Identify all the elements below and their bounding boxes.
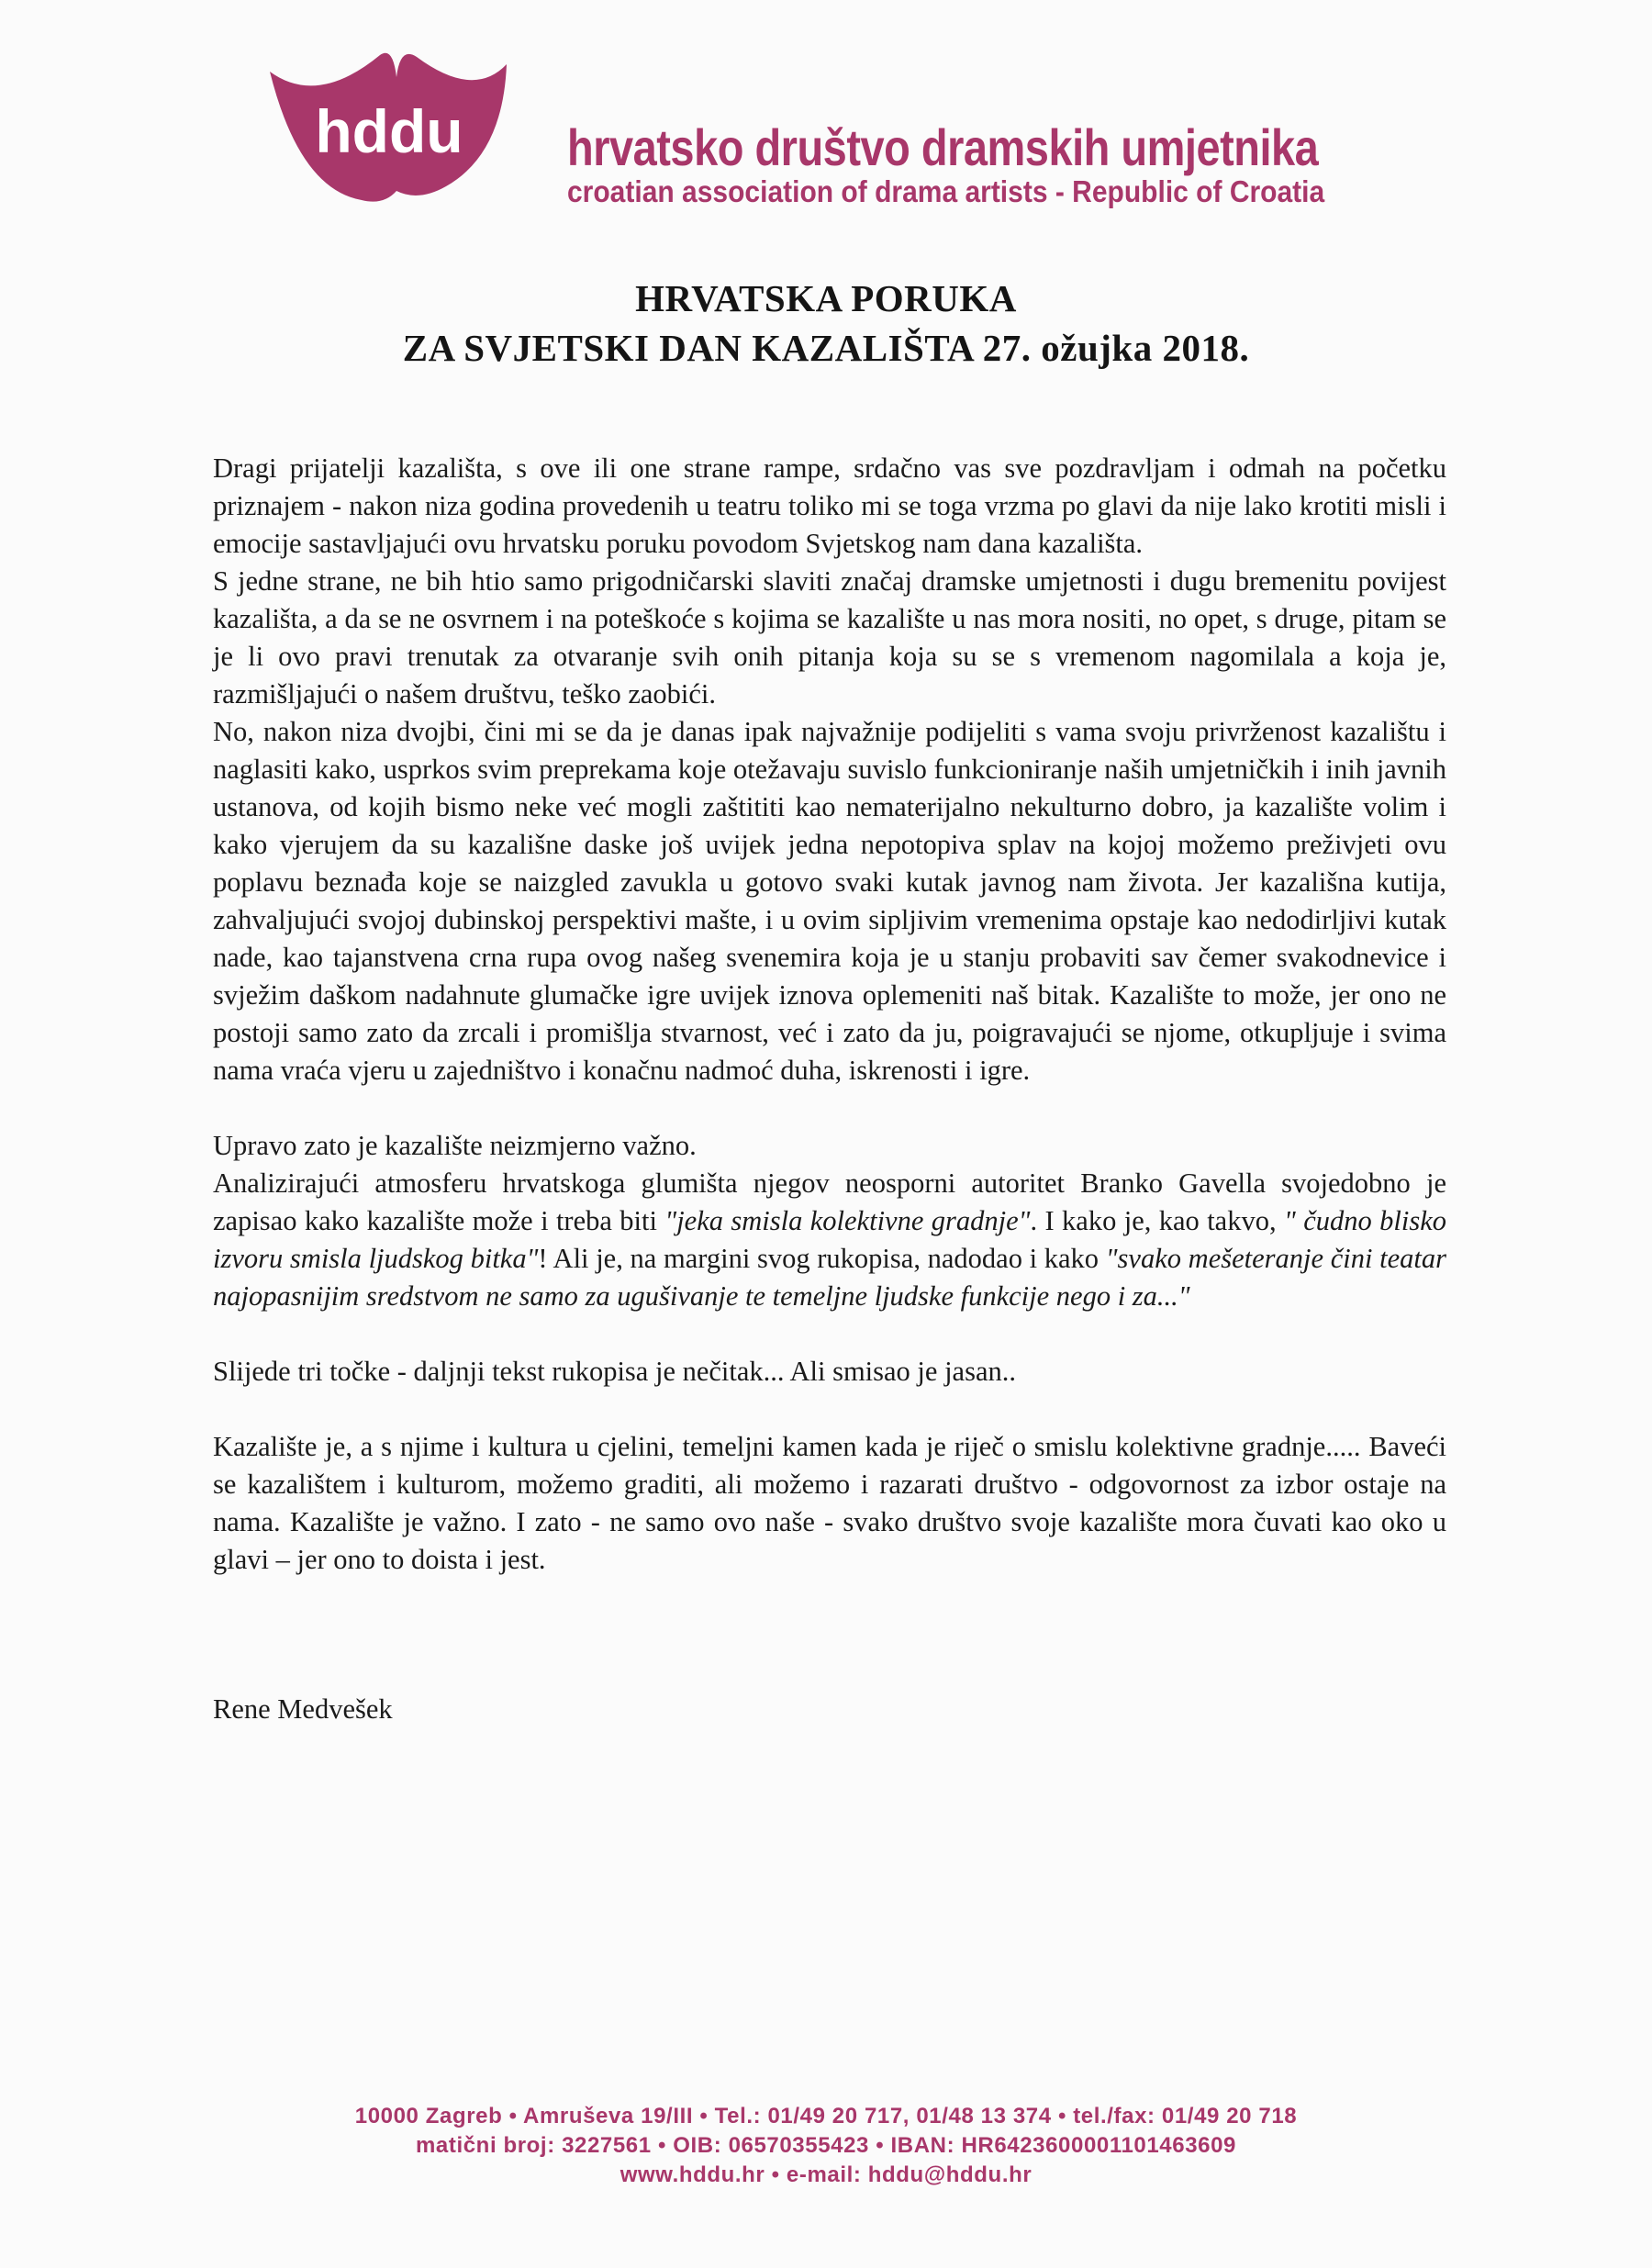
spacer xyxy=(213,1579,1446,1691)
letter-body xyxy=(213,450,1446,1728)
logo-text: hddu xyxy=(315,97,463,165)
paragraph-5-text-c: ! Ali je, na margini svog rukopisa, nadodao i kako xyxy=(538,1243,1106,1274)
organization-name-block xyxy=(567,117,1325,210)
title-line-2: ZA SVJETSKI DAN KAZALIŠTA 27. ožujka 2018. xyxy=(402,327,1250,369)
spacer xyxy=(213,1391,1446,1428)
title-line-1: HRVATSKA PORUKA xyxy=(635,277,1017,319)
paragraph-4: Upravo zato je kazalište neizmjerno važno. xyxy=(213,1130,697,1161)
gavella-quote-3: "svako mešeteranje čini teatar najopasnijim sredstvom ne samo za ugušivanje te temeljne ljudske funkcije nego i za..." xyxy=(213,1243,1446,1312)
hddu-logo xyxy=(262,44,510,205)
letterhead-footer xyxy=(0,2102,1652,2190)
footer-registry: matični broj: 3227561 • OIB: 06570355423 • IBAN: HR6423600001101463609 xyxy=(415,2133,1236,2158)
paragraph-1: Dragi prijatelji kazališta, s ove ili one strane rampe, srdačno vas sve pozdravljam i odmah na početku priznajem - nakon niza godina provedenih u teatru toliko mi se toga vrzma po glavi da nije lako krotiti misli i emocije sastavljajući ovu hrvatsku poruku povodom Svjetskog nam dana kazališta. xyxy=(213,452,1446,559)
paragraph-7: Kazalište je, a s njime i kultura u cjelini, temeljni kamen kada je riječ o smislu kolektivne gradnje..... Baveći se kazalištem i kulturom, možemo graditi, ali možemo i razarati društvo - odgovornost za izbor ostaje na nama. Kazalište je važno. I zato - ne samo ovo naše - svako društvo svoje kazalište mora čuvati kao oko u glavi – jer ono to doista i jest. xyxy=(213,1431,1446,1575)
signature: Rene Medvešek xyxy=(213,1693,393,1725)
spacer xyxy=(213,1315,1446,1353)
paragraph-5 xyxy=(213,1165,1446,1315)
paragraph-2: S jedne strane, ne bih htio samo prigodničarski slaviti značaj dramske umjetnosti i dugu bremenitu povijest kazališta, a da se ne osvrnem i na poteškoće s kojima se kazalište u nas mora nositi, no opet, s druge, pitam se je li ovo pravi trenutak za otvaranje svih onih pitanja koja su se s vremenom nagomilala a koja je, razmišljajući o našem društvu, teško zaobići. xyxy=(213,565,1446,709)
organization-subtitle: croatian association of drama artists - Republic of Croatia xyxy=(567,175,1325,210)
gavella-quote-1: "jeka smisla kolektivne gradnje" xyxy=(664,1205,1031,1236)
footer-web-email: www.hddu.hr • e-mail: hddu@hddu.hr xyxy=(620,2162,1032,2187)
paragraph-5-text-a: Analizirajući atmosferu hrvatskoga glumišta njegov neosporni autoritet Branko Gavella svojedobno je zapisao kako kazalište može i treba biti xyxy=(213,1168,1446,1236)
gavella-quote-2: " čudno blisko izvoru smisla ljudskog bitka" xyxy=(213,1205,1446,1274)
footer-address: 10000 Zagreb • Amruševa 19/III • Tel.: 01/49 20 717, 01/48 13 374 • tel./fax: 01/49 20 718 xyxy=(354,2104,1298,2128)
organization-name: hrvatsko društvo dramskih umjetnika xyxy=(567,118,1319,176)
paragraph-5-text-b: . I kako je, kao takvo, xyxy=(1030,1205,1284,1236)
paragraph-3: No, nakon niza dvojbi, čini mi se da je danas ipak najvažnije podijeliti s vama svoju privrženost kazalištu i naglasiti kako, usprkos svim preprekama koje otežavaju suvislo funkcioniranje naših umjetničkih i inih javnih ustanova, od kojih bismo neke već mogli zaštititi kao nematerijalno nekulturno dobro, ja kazalište volim i kako vjerujem da su kazališne daske još uvijek jedna nepotopiva splav na kojoj možemo preživjeti ovu poplavu beznađa koje se naizgled zavukla u gotovo svaki kutak javnog nam života. Jer kazališna kutija, zahvaljujući svojoj dubinskoj perspektivi mašte, i u ovim sipljivim vremenima opstaje kao nedodirljivi kutak nade, kao tajanstvena crna rupa ovog našeg svenemira koja je u stanju probaviti sav čemer svakodnevice i svježim daškom nadahnute glumačke igre uvijek iznova oplemeniti naš bitak. Kazalište to može, jer ono ne postoji samo zato da zrcali i promišlja stvarnost, već i zato da ju, poigravajući se njome, otkupljuje i svima nama vraća vjeru u zajedništvo i konačnu nadmoć duha, iskrenosti i igre. xyxy=(213,716,1446,1086)
spacer xyxy=(213,1089,1446,1127)
paragraph-6: Slijede tri točke - daljnji tekst rukopisa je nečitak... Ali smisao je jasan.. xyxy=(213,1356,1016,1387)
document-title xyxy=(0,274,1652,373)
